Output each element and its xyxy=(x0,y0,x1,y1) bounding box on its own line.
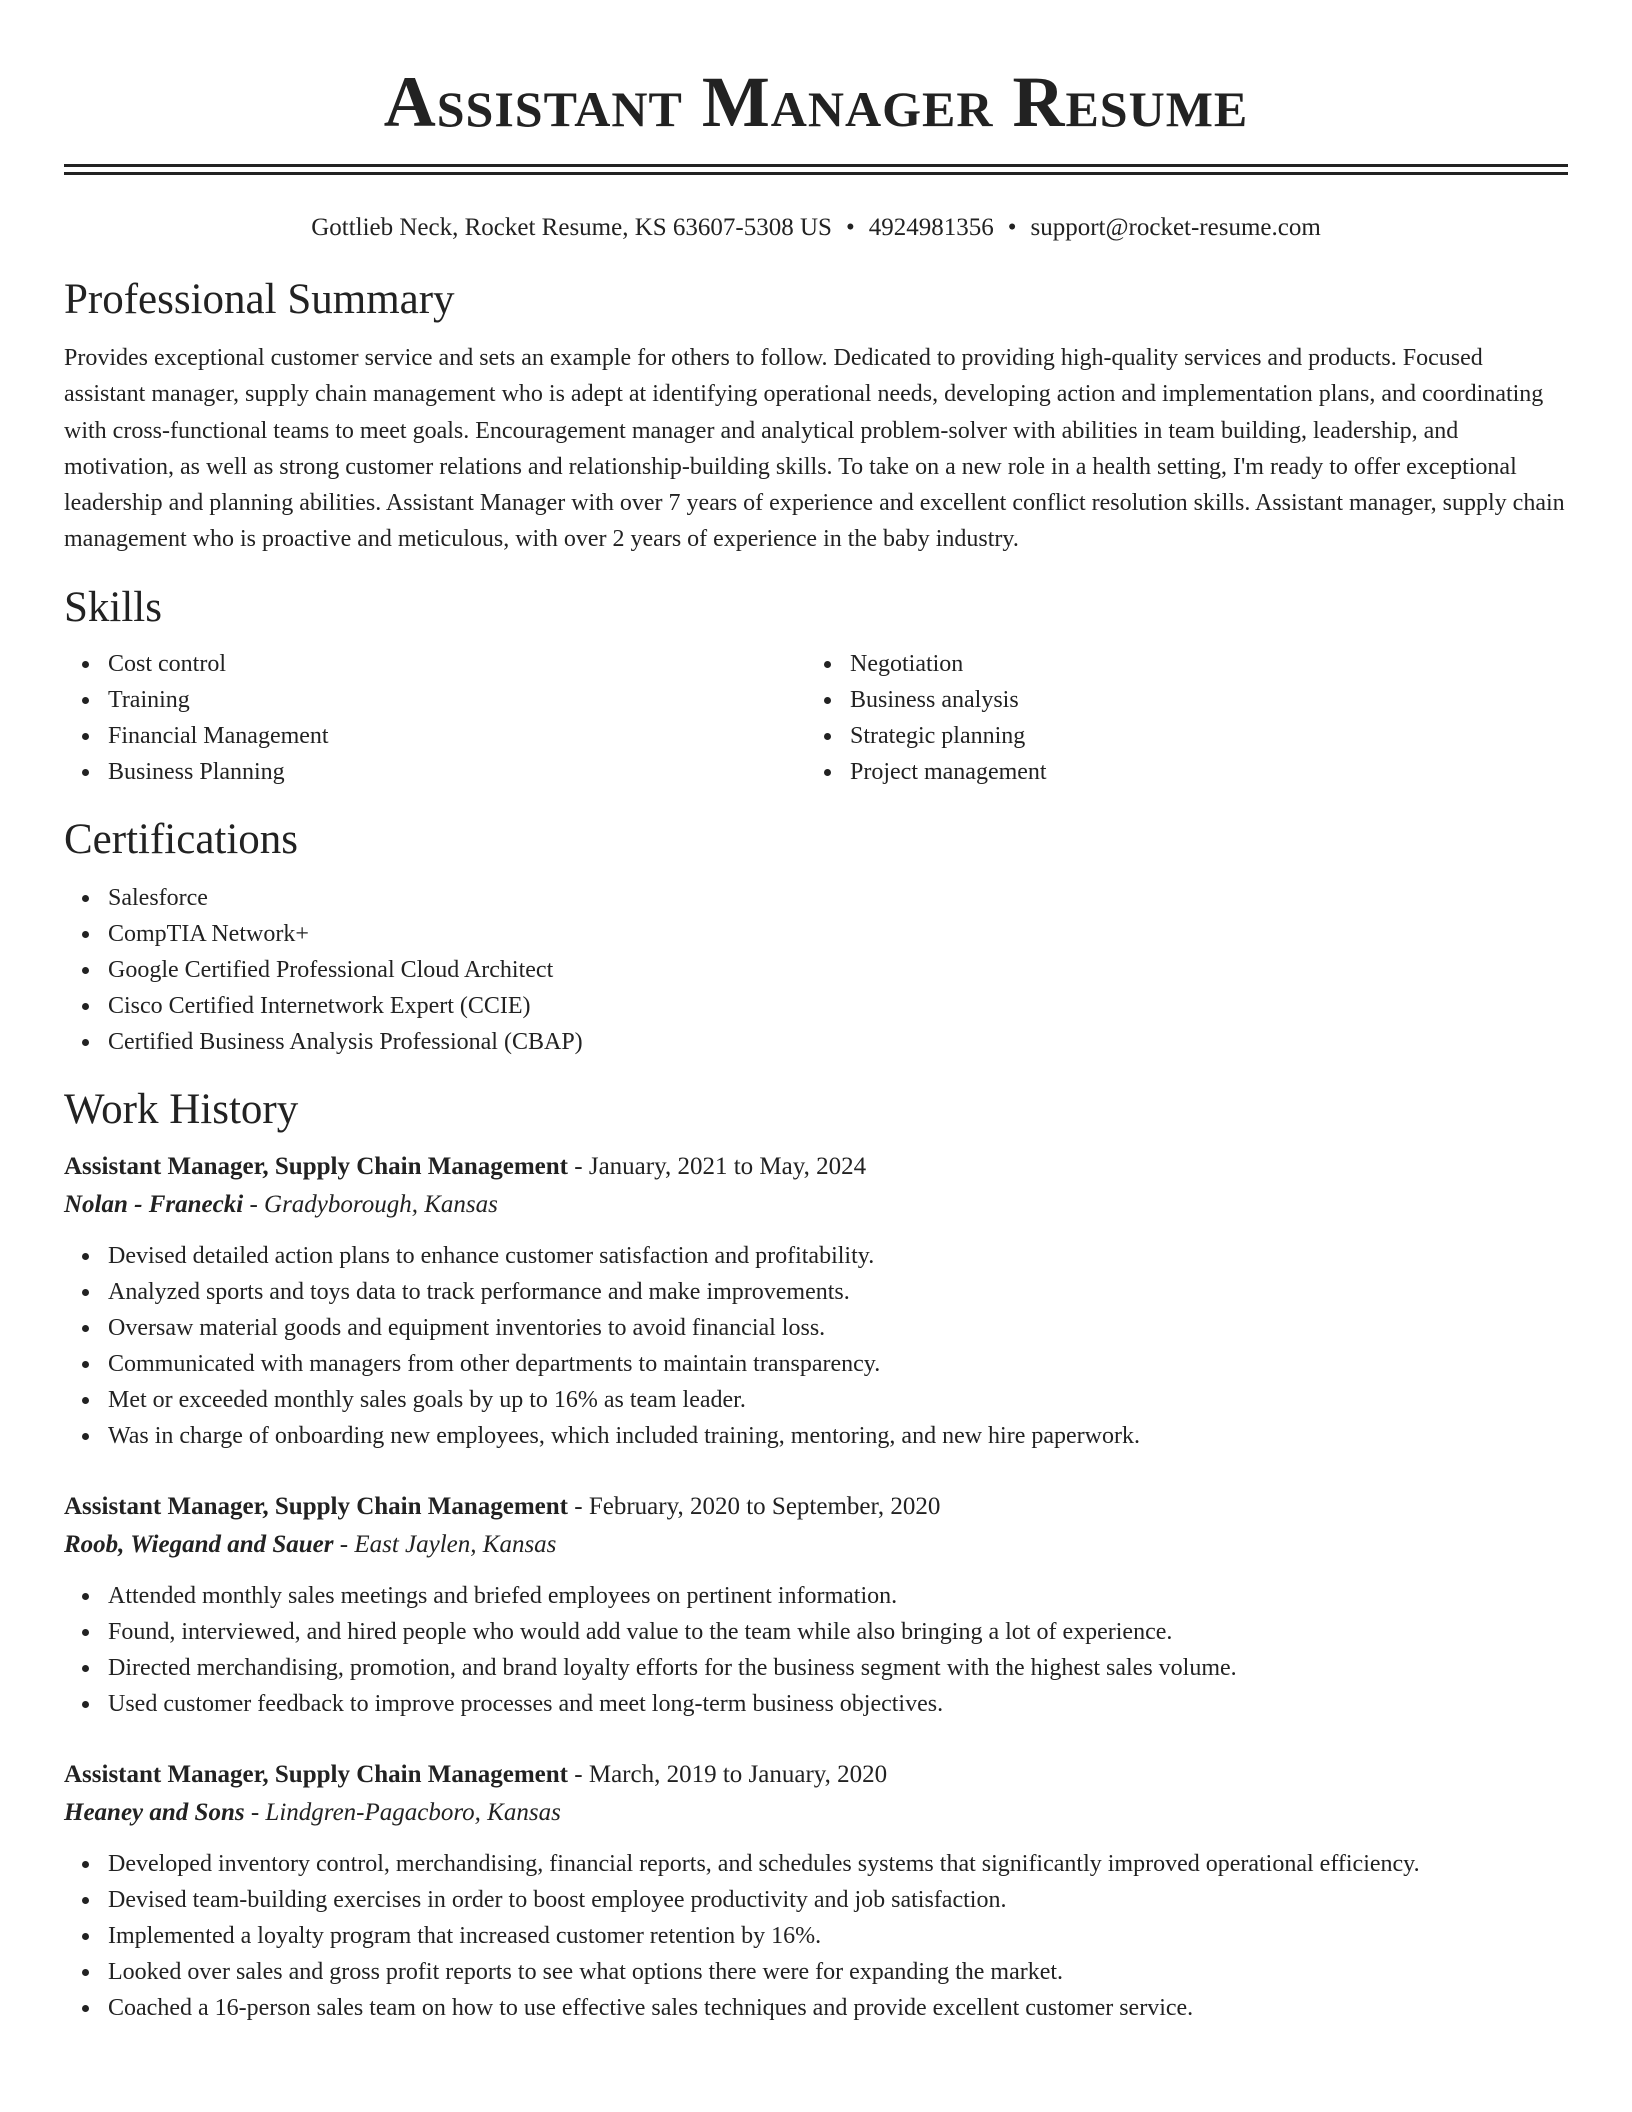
job-bullet: Communicated with managers from other departments to maintain transparency. xyxy=(64,1346,1568,1382)
certification-item: Salesforce xyxy=(64,880,1568,916)
skill-item: Strategic planning xyxy=(806,718,1548,754)
job-bullet: Developed inventory control, merchandising, financial reports, and schedules systems that significantly improved operational efficiency. xyxy=(64,1846,1568,1882)
skill-item: Cost control xyxy=(64,646,806,682)
contact-email[interactable]: support@rocket-resume.com xyxy=(1030,214,1321,241)
contact-separator: • xyxy=(845,214,855,241)
certification-item: CompTIA Network+ xyxy=(64,916,1568,952)
job-entry xyxy=(64,1148,1568,1454)
job-company: Roob, Wiegand and Sauer xyxy=(64,1530,334,1558)
title-divider xyxy=(64,164,1568,175)
job-bullet: Analyzed sports and toys data to track performance and make improvements. xyxy=(64,1274,1568,1310)
certifications-list xyxy=(64,880,1568,1060)
job-bullet: Oversaw material goods and equipment inventories to avoid financial loss. xyxy=(64,1310,1568,1346)
resume-page xyxy=(64,0,1568,2026)
contact-separator: • xyxy=(1007,214,1017,241)
job-company-line xyxy=(64,1186,1568,1224)
job-bullet: Found, interviewed, and hired people who would add value to the team while also bringing a lot of experience. xyxy=(64,1614,1568,1650)
job-title-line xyxy=(64,1756,1568,1794)
certification-item: Google Certified Professional Cloud Architect xyxy=(64,952,1568,988)
skill-item: Training xyxy=(64,682,806,718)
job-bullet: Devised detailed action plans to enhance customer satisfaction and profitability. xyxy=(64,1238,1568,1274)
job-location: - Gradyborough, Kansas xyxy=(243,1190,498,1218)
certification-item: Certified Business Analysis Professional (CBAP) xyxy=(64,1024,1568,1060)
certification-item: Cisco Certified Internetwork Expert (CCIE) xyxy=(64,988,1568,1024)
job-bullet: Directed merchandising, promotion, and brand loyalty efforts for the business segment with the highest sales volume. xyxy=(64,1650,1568,1686)
summary-text: Provides exceptional customer service and sets an example for others to follow. Dedicated to providing high-quality services and products. Focused assistant manager, supply chain management who is adept at identifying operational needs, developing action and implementation plans, and coordinating with cross-functional teams to meet goals. Encouragement manager and analytical problem-solver with abilities in team building, leadership, and motivation, as well as strong customer relations and relationship-building skills. To take on a new role in a health setting, I'm ready to offer exceptional leadership and planning abilities. Assistant Manager with over 7 years of experience and excellent conflict resolution skills. Assistant manager, supply chain management who is proactive and meticulous, with over 2 years of experience in the baby industry. xyxy=(64,345,1565,553)
contact-line xyxy=(64,212,1568,244)
job-bullet: Looked over sales and gross profit reports to see what options there were for expanding the market. xyxy=(64,1954,1568,1990)
job-location: - Lindgren-Pagacboro, Kansas xyxy=(244,1798,561,1826)
job-dates: - March, 2019 to January, 2020 xyxy=(568,1760,888,1788)
job-bullet: Used customer feedback to improve processes and meet long-term business objectives. xyxy=(64,1686,1568,1722)
skill-item: Project management xyxy=(806,754,1548,790)
skill-item: Financial Management xyxy=(64,718,806,754)
job-entry xyxy=(64,1756,1568,2026)
job-company-line xyxy=(64,1794,1568,1832)
job-entry xyxy=(64,1488,1568,1722)
job-company: Nolan - Franecki xyxy=(64,1190,244,1218)
skill-item: Business Planning xyxy=(64,754,806,790)
job-title-line xyxy=(64,1488,1568,1526)
job-location: - East Jaylen, Kansas xyxy=(333,1530,557,1558)
skills-heading: Skills xyxy=(64,583,162,631)
skill-item: Business analysis xyxy=(806,682,1548,718)
skill-item: Negotiation xyxy=(806,646,1548,682)
job-bullet-list xyxy=(64,1846,1568,2026)
job-bullet: Met or exceeded monthly sales goals by up to 16% as team leader. xyxy=(64,1382,1568,1418)
job-bullet: Was in charge of onboarding new employees, which included training, mentoring, and new hire paperwork. xyxy=(64,1418,1568,1454)
certifications-heading: Certifications xyxy=(64,815,299,863)
page-title: Assistant Manager Resume xyxy=(383,62,1249,142)
job-title-line xyxy=(64,1148,1568,1186)
summary-heading: Professional Summary xyxy=(64,276,455,323)
job-bullet: Implemented a loyalty program that increased customer retention by 16%. xyxy=(64,1918,1568,1954)
job-company: Heaney and Sons xyxy=(64,1798,245,1826)
job-role: Assistant Manager, Supply Chain Management xyxy=(64,1492,569,1520)
job-dates: - January, 2021 to May, 2024 xyxy=(568,1152,867,1180)
contact-phone: 4924981356 xyxy=(868,214,994,241)
skills-list xyxy=(64,646,1568,790)
job-role: Assistant Manager, Supply Chain Management xyxy=(64,1760,569,1788)
job-bullet: Devised team-building exercises in order to boost employee productivity and job satisfaction. xyxy=(64,1882,1568,1918)
job-bullet: Coached a 16-person sales team on how to use effective sales techniques and provide excellent customer service. xyxy=(64,1990,1568,2026)
contact-address: Gottlieb Neck, Rocket Resume, KS 63607-5308 US xyxy=(311,214,832,241)
job-company-line xyxy=(64,1526,1568,1564)
skills-column-right xyxy=(806,646,1548,790)
job-bullet-list xyxy=(64,1238,1568,1454)
skills-column-left xyxy=(64,646,806,790)
job-bullet-list xyxy=(64,1578,1568,1722)
job-bullet: Attended monthly sales meetings and briefed employees on pertinent information. xyxy=(64,1578,1568,1614)
job-dates: - February, 2020 to September, 2020 xyxy=(568,1492,941,1520)
job-role: Assistant Manager, Supply Chain Management xyxy=(64,1152,569,1180)
work-history-heading: Work History xyxy=(64,1085,299,1133)
